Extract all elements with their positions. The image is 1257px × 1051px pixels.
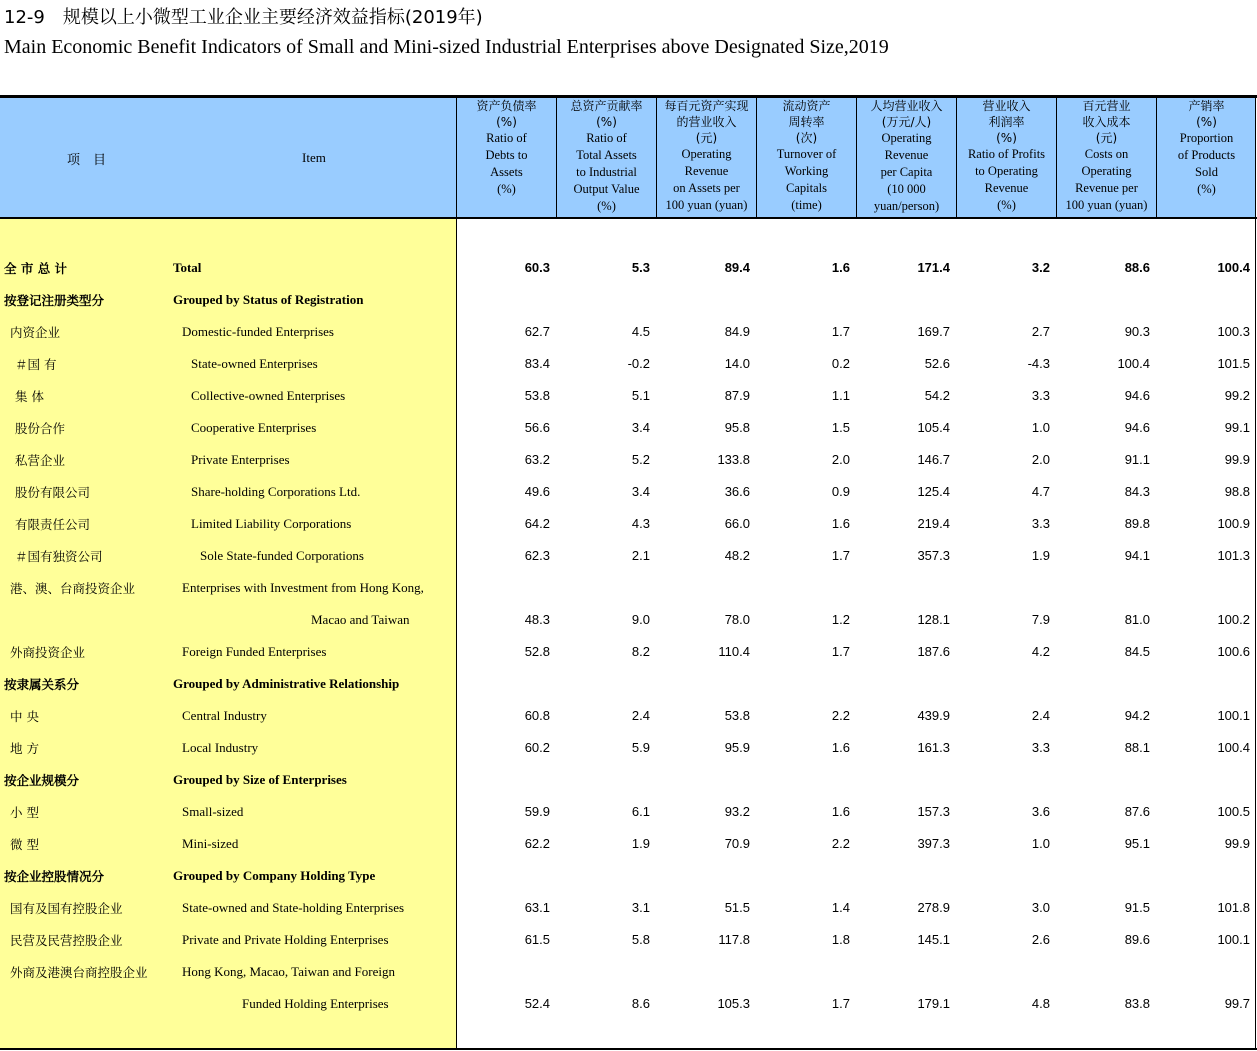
table-cell: 1.5: [831, 420, 850, 435]
table-cell: 94.6: [1124, 420, 1150, 435]
table-cell: 3.1: [631, 900, 650, 915]
table-cell: 66.0: [724, 516, 750, 531]
table-cell: 2.4: [1031, 708, 1050, 723]
row-label-cn: 股份有限公司: [15, 485, 91, 500]
table-cell: 1.2: [831, 612, 850, 627]
table-cell: 4.2: [1031, 644, 1050, 659]
table-cell: 1.7: [831, 324, 850, 339]
table-cell: 1.7: [831, 644, 850, 659]
table-cell: 1.9: [1031, 548, 1050, 563]
table-row: [0, 867, 1257, 887]
column-header-en: Ratio of Total Assets to Industrial Output Value (%): [573, 131, 640, 213]
table-cell: 84.5: [1124, 644, 1150, 659]
row-label-cn: 内资企业: [10, 325, 61, 340]
table-bottom-rule: [0, 1048, 1257, 1050]
row-label-cn: 地 方: [10, 741, 39, 756]
table-cell: 48.3: [524, 612, 550, 627]
table-cell: 1.6: [831, 804, 850, 819]
column-header: [1057, 98, 1156, 218]
table-cell: 100.4: [1217, 740, 1250, 755]
table-cell: 89.4: [724, 260, 750, 275]
column-header: [657, 98, 756, 218]
table-cell: 2.4: [631, 708, 650, 723]
row-label-cn: 全 市 总 计: [4, 261, 68, 276]
table-cell: 88.1: [1124, 740, 1150, 755]
table-cell: 110.4: [718, 644, 750, 659]
table-cell: 5.2: [631, 452, 650, 467]
table-cell: 3.2: [1031, 260, 1050, 275]
table-row: [0, 451, 1257, 471]
row-label-en: Sole State-funded Corporations: [200, 548, 364, 563]
row-label-en: Central Industry: [182, 708, 267, 723]
table-cell: 63.2: [524, 452, 550, 467]
table-cell: 99.7: [1224, 996, 1250, 1011]
table-cell: 100.1: [1217, 932, 1250, 947]
table-row: [0, 291, 1257, 311]
column-header-cn: 流动资产 周转率 (次): [782, 99, 831, 145]
row-label-en: Grouped by Administrative Relationship: [173, 676, 400, 691]
row-label-en: Grouped by Company Holding Type: [173, 868, 376, 883]
column-header: [857, 98, 956, 218]
row-label-cn: 港、澳、台商投资企业: [10, 581, 136, 596]
table-cell: 4.5: [631, 324, 650, 339]
column-header-en: Proportion of Products Sold (%): [1177, 131, 1236, 196]
table-cell: 89.8: [1124, 516, 1150, 531]
row-label-cn: 按登记注册类型分: [4, 293, 105, 308]
table-row: [0, 739, 1257, 759]
table-cell: 91.1: [1124, 452, 1150, 467]
table-title-en: Main Economic Benefit Indicators of Small and Mini-sized Industrial Enterprises above Designated Size,2019: [4, 36, 889, 58]
table-row: [0, 963, 1257, 983]
table-cell: 83.4: [524, 356, 550, 371]
row-label-cn: 集 体: [15, 389, 44, 404]
table-row: [0, 579, 1257, 599]
row-label-cn: ＃国 有: [15, 357, 57, 372]
table-cell: 84.9: [724, 324, 750, 339]
table-cell: 99.1: [1224, 420, 1250, 435]
table-cell: 2.2: [831, 708, 850, 723]
table-cell: 101.5: [1217, 356, 1250, 371]
table-cell: 5.8: [631, 932, 650, 947]
table-row: [0, 899, 1257, 919]
table-cell: 145.1: [917, 932, 950, 947]
data-table: [0, 95, 1257, 1050]
table-row: [0, 803, 1257, 823]
table-cell: -4.3: [1027, 356, 1050, 371]
row-label-en: Hong Kong, Macao, Taiwan and Foreign: [182, 964, 395, 979]
column-header-cn: 总资产贡献率 (%): [570, 99, 643, 129]
row-label-en: State-owned Enterprises: [191, 356, 318, 371]
table-cell: 7.9: [1031, 612, 1050, 627]
table-cell: 1.6: [831, 740, 850, 755]
table-row: [0, 771, 1257, 791]
table-row: [0, 611, 1257, 631]
table-title-cn: 12-9 规模以上小微型工业企业主要经济效益指标(2019年): [4, 7, 483, 28]
table-cell: 3.3: [1031, 516, 1050, 531]
table-cell: 60.2: [524, 740, 550, 755]
column-header: [757, 98, 856, 218]
table-cell: 48.2: [724, 548, 750, 563]
row-label-cn: 小 型: [10, 805, 39, 820]
table-cell: 87.9: [724, 388, 750, 403]
table-cell: 2.7: [1031, 324, 1050, 339]
row-label-cn: 民营及民营控股企业: [10, 933, 123, 948]
column-header-cn: 产销率 (%): [1188, 99, 1225, 129]
table-cell: 0.2: [831, 356, 850, 371]
table-row: [0, 675, 1257, 695]
table-cell: 36.6: [724, 484, 750, 499]
table-cell: 146.7: [917, 452, 950, 467]
table-cell: 83.8: [1124, 996, 1150, 1011]
column-header-cn: 人均营业收入 (万元/人): [870, 99, 943, 129]
table-cell: 52.6: [924, 356, 950, 371]
table-cell: 100.4: [1217, 260, 1250, 275]
table-cell: 4.3: [631, 516, 650, 531]
table-cell: 14.0: [724, 356, 750, 371]
row-label-cn: 按企业规模分: [4, 773, 80, 788]
table-cell: 99.9: [1224, 452, 1250, 467]
table-cell: 5.3: [631, 260, 650, 275]
item-header-en: Item: [302, 150, 326, 165]
table-cell: 1.4: [831, 900, 850, 915]
table-cell: 439.9: [917, 708, 950, 723]
row-label-en: Enterprises with Investment from Hong Kong,: [182, 580, 424, 595]
row-label-en: Collective-owned Enterprises: [191, 388, 346, 403]
table-cell: 91.5: [1124, 900, 1150, 915]
row-label-en: Domestic-funded Enterprises: [182, 324, 334, 339]
table-row: [0, 355, 1257, 375]
table-cell: 78.0: [724, 612, 750, 627]
row-label-en: Share-holding Corporations Ltd.: [191, 484, 361, 499]
row-label-en: Private and Private Holding Enterprises: [182, 932, 389, 947]
table-cell: 94.1: [1124, 548, 1150, 563]
table-cell: 1.6: [831, 516, 850, 531]
table-cell: 179.1: [917, 996, 950, 1011]
table-row: [0, 323, 1257, 343]
table-cell: 53.8: [724, 708, 750, 723]
table-cell: 60.8: [524, 708, 550, 723]
table-cell: 128.1: [917, 612, 950, 627]
column-header: [457, 98, 556, 218]
table-cell: 187.6: [917, 644, 950, 659]
row-label-en: State-owned and State-holding Enterprises: [182, 900, 405, 915]
table-cell: 100.6: [1217, 644, 1250, 659]
table-row: [0, 547, 1257, 567]
table-cell: 100.3: [1217, 324, 1250, 339]
row-label-cn: 股份合作: [15, 421, 66, 436]
table-cell: 3.0: [1031, 900, 1050, 915]
table-cell: 117.8: [718, 932, 750, 947]
row-label-en: Small-sized: [182, 804, 244, 819]
table-cell: 87.6: [1124, 804, 1150, 819]
column-header-en: Operating Revenue per Capita (10 000 yuan/person): [873, 131, 940, 213]
table-cell: 63.1: [524, 900, 550, 915]
table-row: [0, 483, 1257, 503]
column-header-en: Operating Revenue on Assets per 100 yuan (yuan): [665, 147, 748, 212]
row-label-en: Cooperative Enterprises: [191, 420, 317, 435]
table-cell: 95.9: [724, 740, 750, 755]
table-cell: 61.5: [524, 932, 550, 947]
column-header-cn: 每百元资产实现 的营业收入 (元): [664, 99, 749, 145]
table-cell: 125.4: [917, 484, 950, 499]
row-label-en: Foreign Funded Enterprises: [182, 644, 327, 659]
table-cell: 3.4: [631, 484, 650, 499]
table-cell: 1.0: [1031, 836, 1050, 851]
column-header-cn: 资产负债率 (%): [476, 99, 537, 129]
table-cell: 52.8: [524, 644, 550, 659]
table-cell: 1.8: [831, 932, 850, 947]
table-cell: 1.1: [831, 388, 850, 403]
row-label-en: Grouped by Size of Enterprises: [173, 772, 347, 787]
table-cell: 8.6: [631, 996, 650, 1011]
table-cell: 8.2: [631, 644, 650, 659]
table-cell: 3.4: [631, 420, 650, 435]
row-label-cn: 中 央: [10, 709, 39, 724]
item-header-cn: 项 目: [67, 153, 107, 168]
column-header-en: Ratio of Debts to Assets (%): [485, 131, 528, 196]
row-label-en: Private Enterprises: [191, 452, 290, 467]
table-row: [0, 835, 1257, 855]
table-cell: 105.3: [717, 996, 750, 1011]
row-label-en: Limited Liability Corporations: [191, 516, 352, 531]
row-label-en: Grouped by Status of Registration: [173, 292, 364, 307]
table-cell: 1.7: [831, 996, 850, 1011]
table-cell: 4.7: [1031, 484, 1050, 499]
table-cell: 101.8: [1217, 900, 1250, 915]
table-cell: 94.6: [1124, 388, 1150, 403]
row-label-cn: 按隶属关系分: [4, 677, 80, 692]
column-header: [957, 98, 1056, 218]
table-cell: 93.2: [724, 804, 750, 819]
row-label-cn: 私营企业: [15, 453, 66, 468]
table-cell: 1.7: [831, 548, 850, 563]
row-label-cn: 按企业控股情况分: [4, 869, 105, 884]
table-cell: 70.9: [724, 836, 750, 851]
row-label-en: Total: [173, 260, 202, 275]
table-cell: 2.0: [1031, 452, 1050, 467]
table-cell: 89.6: [1124, 932, 1150, 947]
row-label-cn: 微 型: [10, 837, 39, 852]
table-cell: 88.6: [1124, 260, 1150, 275]
table-cell: 397.3: [917, 836, 950, 851]
table-cell: 90.3: [1124, 324, 1150, 339]
table-cell: 100.4: [1117, 356, 1150, 371]
table-cell: 133.8: [717, 452, 750, 467]
table-cell: 105.4: [917, 420, 950, 435]
table-cell: 62.2: [524, 836, 550, 851]
table-cell: 49.6: [524, 484, 550, 499]
row-label-cn: 有限责任公司: [15, 517, 91, 532]
table-cell: 4.8: [1031, 996, 1050, 1011]
table-row: [0, 515, 1257, 535]
column-header: [1157, 98, 1256, 218]
table-row: [0, 387, 1257, 407]
table-row: [0, 419, 1257, 439]
table-cell: 6.1: [631, 804, 650, 819]
table-cell: 56.6: [524, 420, 550, 435]
column-header-cn: 营业收入 利润率 (%): [982, 99, 1031, 145]
table-cell: 95.8: [724, 420, 750, 435]
table-cell: 100.5: [1217, 804, 1250, 819]
table-cell: 161.3: [917, 740, 950, 755]
table-cell: 2.6: [1031, 932, 1050, 947]
table-cell: 60.3: [524, 260, 550, 275]
column-header-en: Ratio of Profits to Operating Revenue (%): [967, 147, 1046, 212]
table-cell: 100.1: [1217, 708, 1250, 723]
row-label-cn: 外商及港澳台商控股企业: [10, 965, 148, 980]
table-cell: 5.9: [631, 740, 650, 755]
table-cell: 171.4: [917, 260, 950, 275]
row-label-en: Funded Holding Enterprises: [242, 996, 389, 1011]
table-cell: 169.7: [917, 324, 950, 339]
table-cell: 54.2: [924, 388, 950, 403]
table-cell: 0.9: [831, 484, 850, 499]
table-row: [0, 931, 1257, 951]
table-cell: 94.2: [1124, 708, 1150, 723]
table-row: [0, 995, 1257, 1015]
table-cell: 100.2: [1217, 612, 1250, 627]
table-cell: -0.2: [627, 356, 650, 371]
table-cell: 53.8: [524, 388, 550, 403]
table-cell: 84.3: [1124, 484, 1150, 499]
table-cell: 278.9: [917, 900, 950, 915]
table-cell: 100.9: [1217, 516, 1250, 531]
table-cell: 52.4: [524, 996, 550, 1011]
table-cell: 62.7: [524, 324, 550, 339]
table-cell: 99.2: [1224, 388, 1250, 403]
table-cell: 51.5: [724, 900, 750, 915]
table-cell: 2.2: [831, 836, 850, 851]
row-label-cn: 外商投资企业: [10, 645, 86, 660]
table-cell: 157.3: [917, 804, 950, 819]
table-cell: 62.3: [524, 548, 550, 563]
table-cell: 64.2: [524, 516, 550, 531]
table-cell: 3.3: [1031, 740, 1050, 755]
table-cell: 357.3: [917, 548, 950, 563]
row-label-en: Mini-sized: [182, 836, 239, 851]
column-header-en: Turnover of Working Capitals (time): [776, 147, 837, 212]
table-cell: 5.1: [631, 388, 650, 403]
table-cell: 2.0: [831, 452, 850, 467]
table-row: [0, 643, 1257, 663]
table-cell: 219.4: [917, 516, 950, 531]
row-label-en: Macao and Taiwan: [311, 612, 410, 627]
table-row: [0, 707, 1257, 727]
table-cell: 81.0: [1124, 612, 1150, 627]
row-label-cn: 国有及国有控股企业: [10, 901, 123, 916]
table-cell: 1.9: [631, 836, 650, 851]
table-cell: 3.6: [1031, 804, 1050, 819]
table-cell: 59.9: [524, 804, 550, 819]
row-label-cn: ＃国有独资公司: [15, 549, 103, 564]
table-cell: 1.0: [1031, 420, 1050, 435]
table-row: [0, 259, 1257, 279]
row-label-en: Local Industry: [182, 740, 259, 755]
table-cell: 95.1: [1124, 836, 1150, 851]
table-cell: 99.9: [1224, 836, 1250, 851]
column-header-en: Costs on Operating Revenue per 100 yuan (yuan): [1065, 147, 1148, 212]
table-cell: 101.3: [1217, 548, 1250, 563]
table-cell: 3.3: [1031, 388, 1050, 403]
table-cell: 9.0: [631, 612, 650, 627]
table-cell: 98.8: [1224, 484, 1250, 499]
column-header: [557, 98, 656, 218]
table-cell: 1.6: [831, 260, 850, 275]
table-cell: 2.1: [631, 548, 650, 563]
column-header-cn: 百元营业 收入成本 (元): [1082, 99, 1131, 145]
